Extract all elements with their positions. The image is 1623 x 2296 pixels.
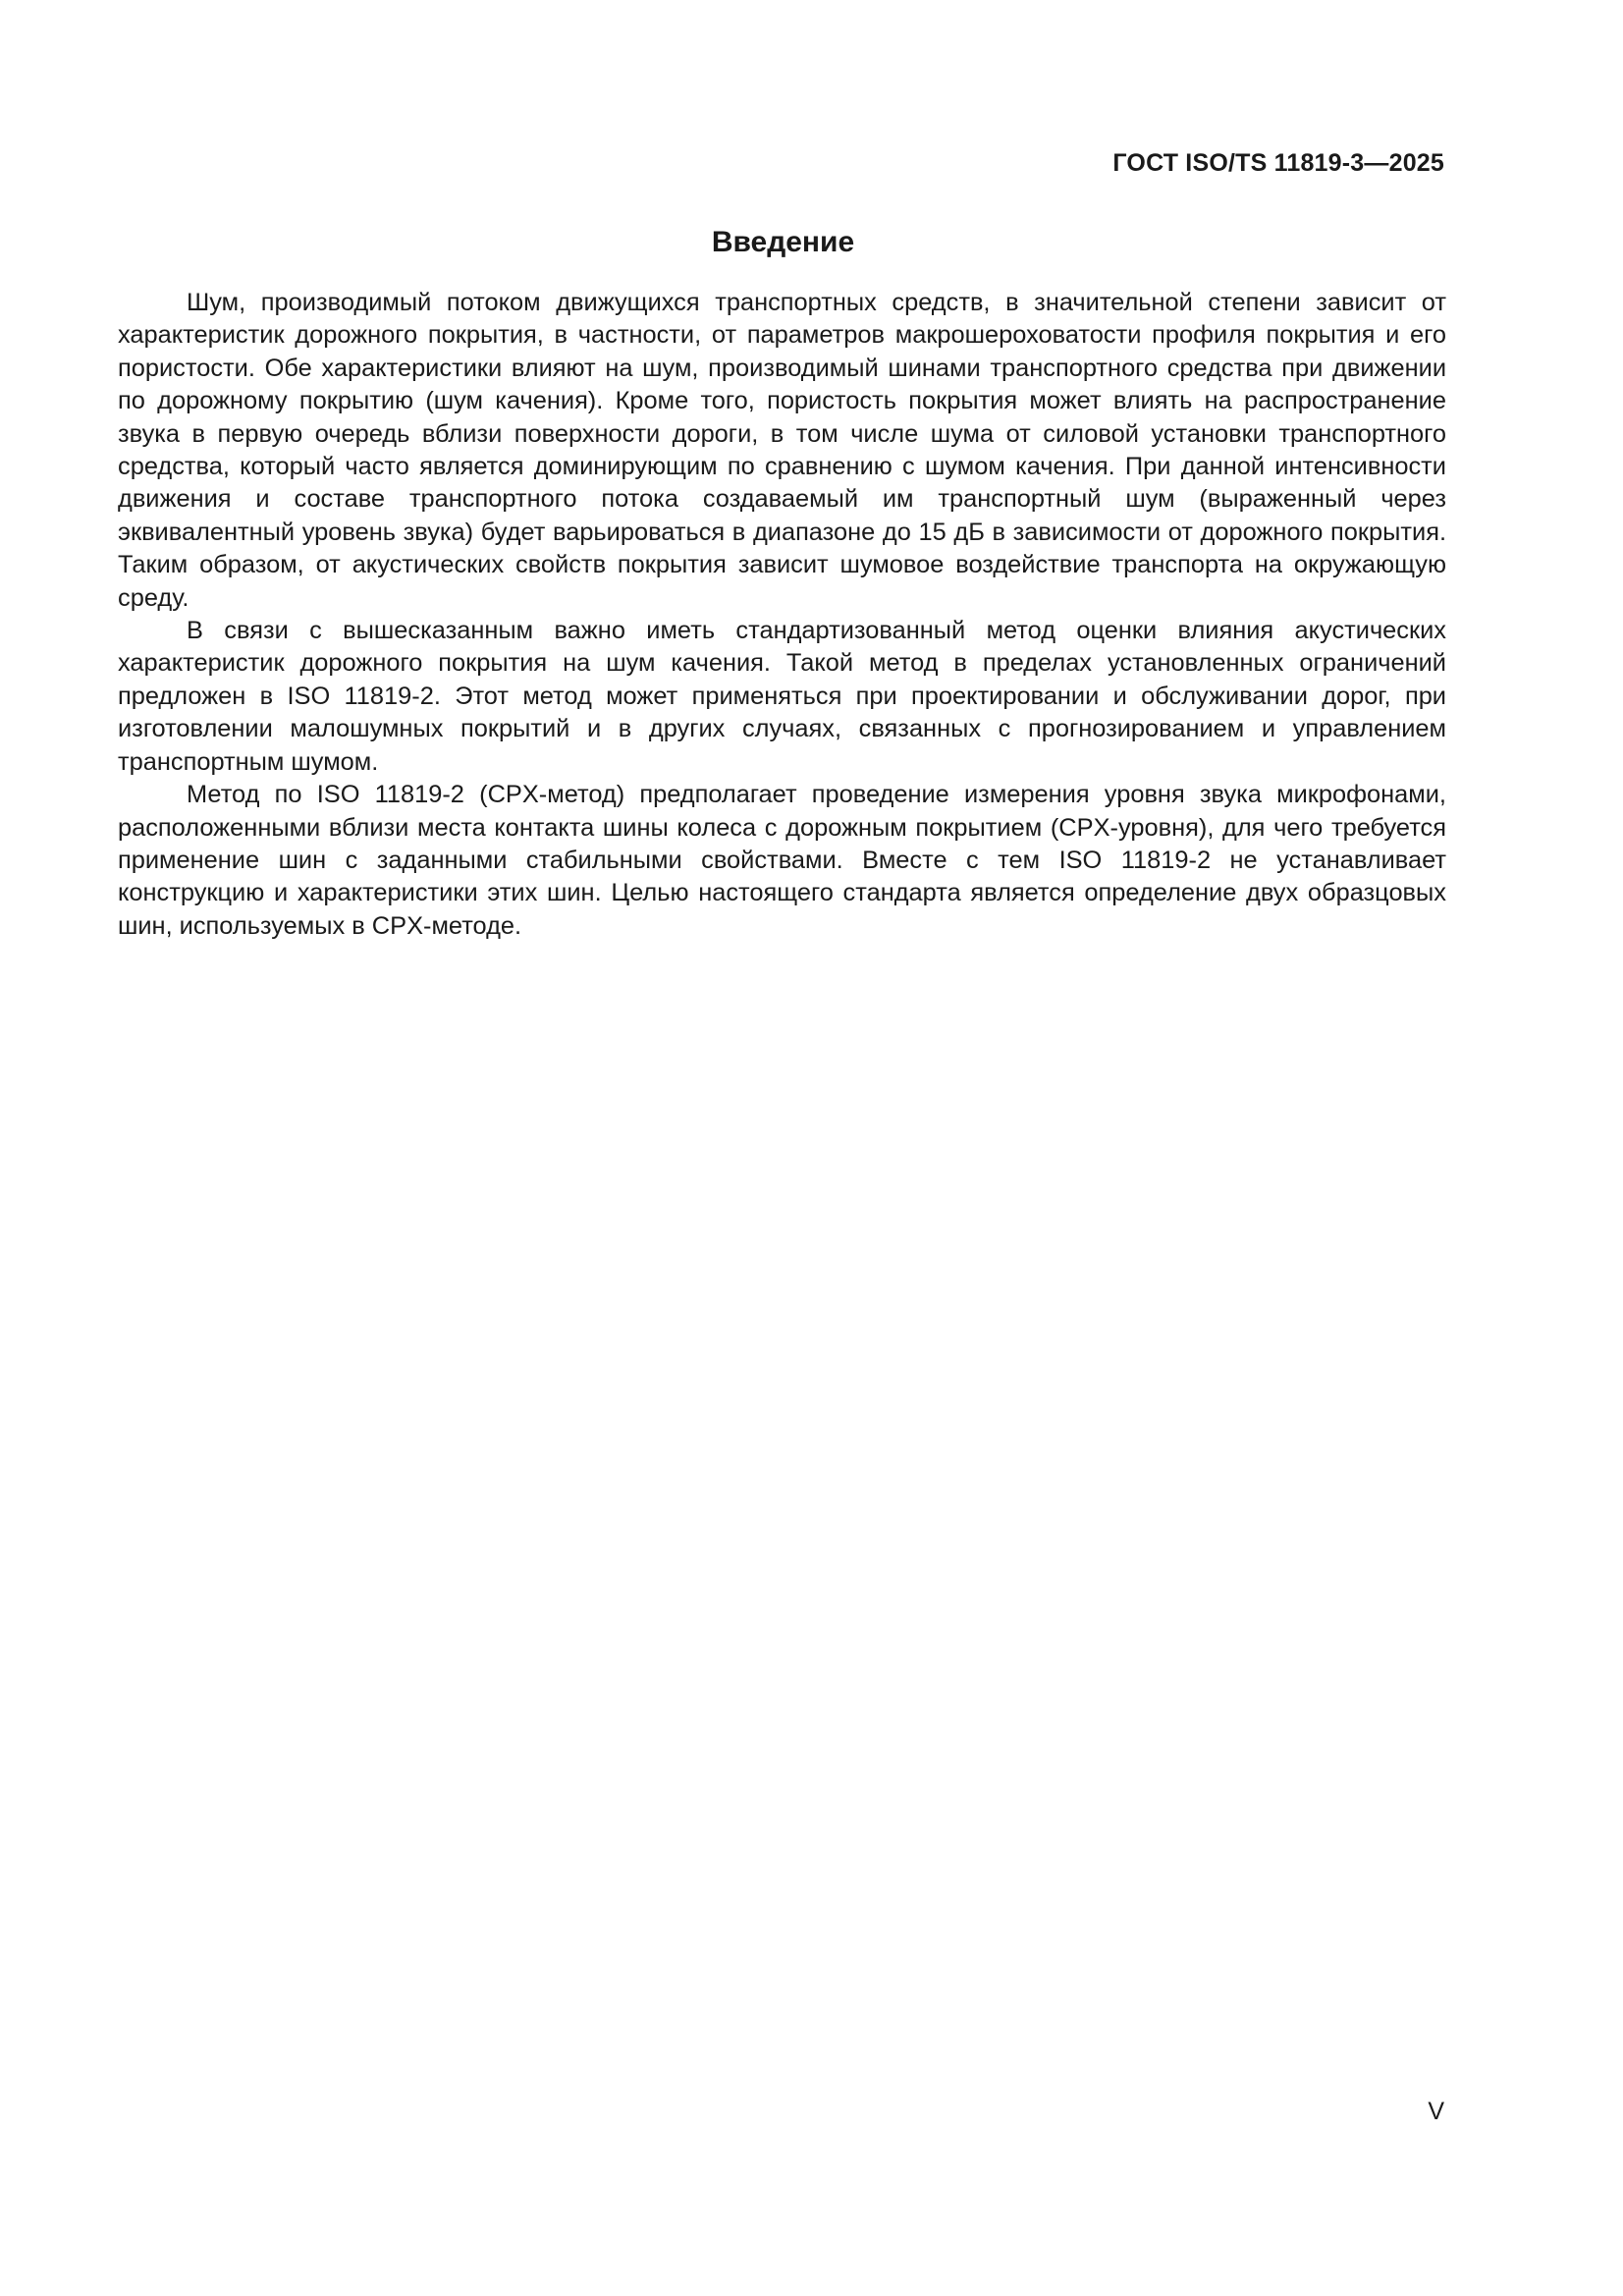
page-number: V	[1428, 2098, 1444, 2125]
paragraph-3: Метод по ISO 11819-2 (CPX-метод) предполагает проведение измерения уровня звука микрофонами, расположенными вблизи места контакта шины колеса с дорожным покрытием (CPX-уровня), для чего требуется применение шин с заданными стабильными свойствами. Вместе с тем ISO 11819-2 не устанавливает конструкцию и характеристики этих шин. Целью настоящего стандарта является определение двух образцовых шин, используемых в CPX-методе.	[118, 781, 1446, 940]
section-title: Введение	[711, 226, 855, 258]
standard-id-header: ГОСТ ISO/TS 11819-3—2025	[1112, 149, 1444, 177]
paragraph-2: В связи с вышесказанным важно иметь стандартизованный метод оценки влияния акустических характеристик дорожного покрытия на шум качения. Такой метод в пределах установленных ограничений предложен в ISO 11819-2. Этот метод может применяться при проектировании и обслуживании дорог, при изготовлении малошумных покрытий и в других случаях, связанных с прогнозированием и управлением транспортным шумом.	[118, 617, 1446, 776]
introduction-body	[118, 287, 1446, 943]
paragraph-1: Шум, производимый потоком движущихся транспортных средств, в значительной степени зависит от характеристик дорожного покрытия, в частности, от параметров макрошероховатости профиля покрытия и его пористости. Обе характеристики влияют на шум, производимый шинами транспортного средства при движении по дорожному покрытию (шум качения). Кроме того, пористость покрытия может влиять на распространение звука в первую очередь вблизи поверхности дороги, в том числе шума от силовой установки транспортного средства, который часто является доминирующим по сравнению с шумом качения. При данной интенсивности движения и составе транспортного потока создаваемый им транспортный шум (выраженный через эквивалентный уровень звука) будет варьироваться в диапазоне до 15 дБ в зависимости от дорожного покрытия. Таким образом, от акустических свойств покрытия зависит шумовое воздействие транспорта на окружающую среду.	[118, 289, 1446, 612]
